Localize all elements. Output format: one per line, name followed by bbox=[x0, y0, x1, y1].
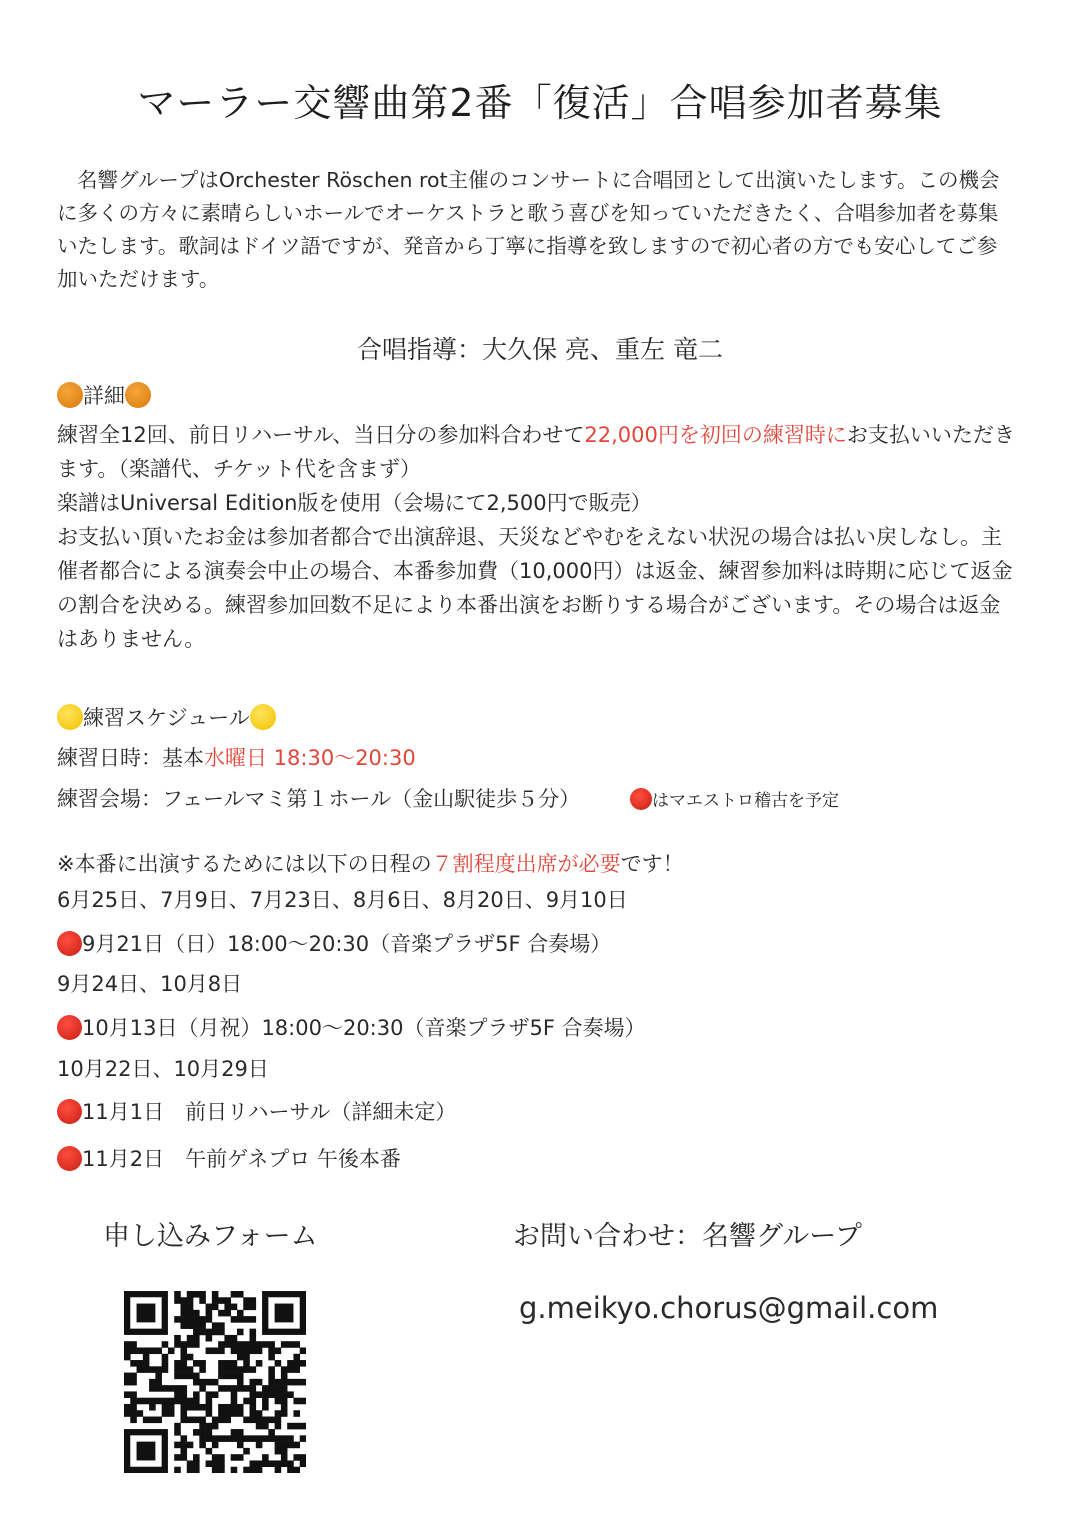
maestro-note: はマエストロ稽古を予定 bbox=[630, 786, 839, 811]
red-circle-icon bbox=[630, 788, 652, 810]
practice-datetime-value: 水曜日 18:30〜20:30 bbox=[204, 746, 416, 770]
red-circle-icon bbox=[57, 1146, 82, 1171]
application-form-label: 申し込みフォーム bbox=[103, 1221, 318, 1252]
red-circle-icon bbox=[57, 1099, 82, 1124]
practice-datetime: 練習日時：基本 水曜日 18:30〜20:30 bbox=[57, 742, 416, 772]
contact-label: お問い合わせ：名響グループ bbox=[513, 1221, 862, 1252]
schedule-date-row: 10月13日（月祝）18:00〜20:30（音楽プラザ5F 合奏場） bbox=[57, 1012, 646, 1042]
intro-paragraph: 名響グループはOrchester Röschen rot主催のコンサートに合唱団として出演いたします。この機会に多くの方々に素晴らしいホールでオーケストラと歌う喜びを知っていただきたく、合唱参加者を募集いたします。歌詞はドイツ語ですが、発音から丁寧に指導を致しますので初心者の方でも安心してご参加いただけます。 bbox=[57, 168, 1000, 291]
yellow-circle-icon bbox=[57, 704, 83, 730]
details-heading bbox=[57, 380, 151, 410]
score-text: 楽譜はUniversal Edition版を使用（会場にて2,500円で販売） bbox=[57, 491, 652, 515]
attendance-highlight: ７割程度出席が必要 bbox=[431, 852, 621, 876]
fee-text: 練習全12回、前日リハーサル、当日分の参加料合わせて22,000円を初回の練習時にお支払いいただきます。（楽譜代、チケット代を含まず） bbox=[57, 423, 1015, 481]
fee-highlight: 22,000円を初回の練習時に bbox=[584, 423, 847, 447]
practice-venue: 練習会場：フェールマミ第１ホール（金山駅徒歩５分） bbox=[57, 787, 581, 811]
red-circle-icon bbox=[57, 1015, 82, 1040]
schedule-date-row: 11月2日 午前ゲネプロ 午後本番 bbox=[57, 1143, 401, 1173]
schedule-date-row: 10月22日、10月29日 bbox=[57, 1057, 269, 1081]
refund-text: お支払い頂いたお金は参加者都合で出演辞退、天災などやむをえない状況の場合は払い戻しなし。主催者都合による演奏会中止の場合、本番参加費（10,000円）は返金、練習参加料は時期に応じて返金の割合を決める。練習参加回数不足により本番出演をお断りする場合がございます。その場合は返金はありません。 bbox=[57, 525, 1013, 651]
attendance-requirement: ※本番に出演するためには以下の日程の ７割程度出席が必要 です！ bbox=[57, 848, 684, 878]
schedule-heading-label: 練習スケジュール bbox=[83, 706, 250, 730]
contact-email[interactable]: g.meikyo.chorus@gmail.com bbox=[519, 1291, 939, 1325]
orange-circle-icon bbox=[125, 382, 151, 408]
page-title: マーラー交響曲第2番「復活」合唱参加者募集 bbox=[137, 81, 943, 125]
yellow-circle-icon bbox=[250, 704, 276, 730]
schedule-date-row: 9月24日、10月8日 bbox=[57, 972, 243, 996]
orange-circle-icon bbox=[57, 382, 83, 408]
details-heading-label: 詳細 bbox=[83, 384, 125, 408]
schedule-date-row: 11月1日 前日リハーサル（詳細未定） bbox=[57, 1096, 456, 1126]
application-qr-code[interactable] bbox=[124, 1291, 306, 1473]
schedule-date-row: 6月25日、7月9日、7月23日、8月6日、8月20日、9月10日 bbox=[57, 888, 628, 912]
red-circle-icon bbox=[57, 931, 82, 956]
schedule-heading bbox=[57, 702, 276, 732]
qr-code-icon bbox=[124, 1291, 306, 1473]
chorus-director: 合唱指導：大久保 亮、重左 竜二 bbox=[357, 335, 723, 364]
details-body bbox=[57, 418, 1019, 656]
schedule-date-row: 9月21日（日）18:00〜20:30（音楽プラザ5F 合奏場） bbox=[57, 928, 611, 958]
